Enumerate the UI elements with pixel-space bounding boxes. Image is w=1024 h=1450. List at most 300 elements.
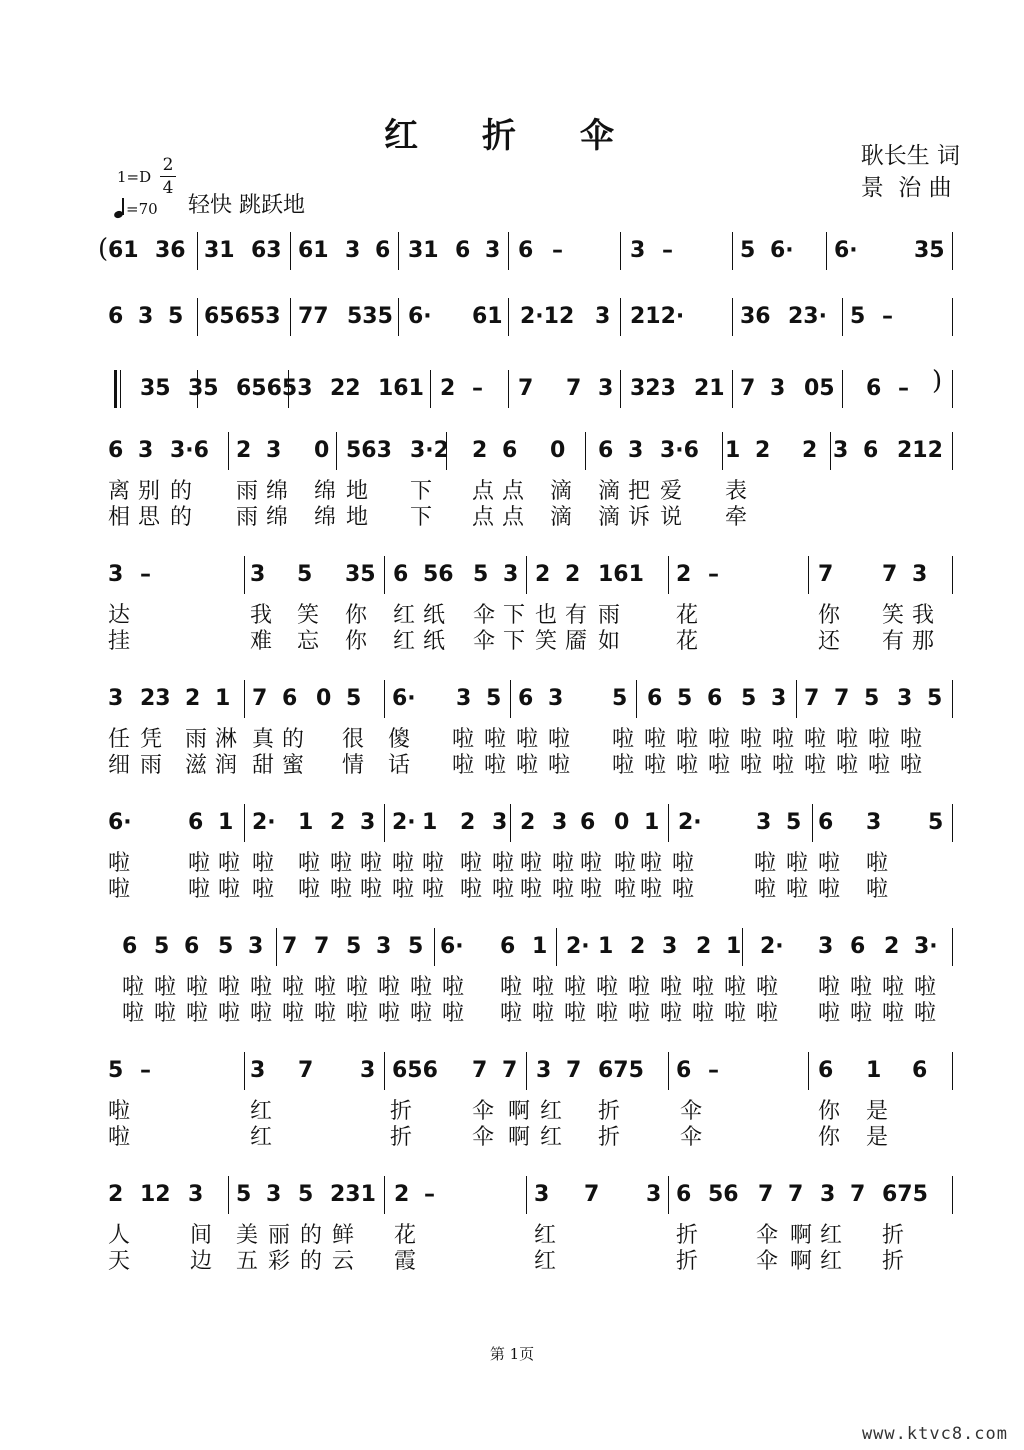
bar-line [830, 432, 831, 470]
note: 3 [770, 376, 786, 401]
note: 5 [677, 686, 693, 711]
note: – [140, 1058, 151, 1083]
bar-line [244, 1052, 245, 1090]
note: 2 [884, 934, 900, 959]
staff-system [0, 804, 1024, 848]
lyric-syllable: 如 [598, 629, 621, 654]
bar-line [952, 1052, 953, 1090]
lyric-syllable: 纸 [423, 603, 446, 628]
lyric-syllable: 啦 [914, 1001, 937, 1026]
lyric-syllable: 啦 [520, 877, 543, 902]
tempo-value: =70 [126, 200, 158, 218]
lyric-syllable: 你 [818, 603, 841, 628]
lyric-syllable: 你 [345, 603, 368, 628]
note: 6 [580, 810, 596, 835]
lyric-syllable: 啦 [644, 727, 667, 752]
lyric-syllable: 傻 [388, 727, 411, 752]
lyric-syllable: 爱 [660, 479, 683, 504]
note: 675 [598, 1058, 644, 1083]
note: – [898, 376, 909, 401]
note: 2 [460, 810, 476, 835]
note: 3·6 [170, 438, 209, 463]
lyric-syllable: 啦 [188, 851, 211, 876]
meter-top: 2 [162, 155, 174, 175]
lyric-syllable: 的 [300, 1223, 323, 1248]
lyric-syllable: 红 [534, 1223, 557, 1248]
lyric-syllable: 你 [345, 629, 368, 654]
lyric-syllable: 啦 [708, 727, 731, 752]
lyric-syllable: 我 [912, 603, 935, 628]
note: 535 [347, 304, 393, 329]
note: 35 [140, 376, 171, 401]
note: 3 [771, 686, 787, 711]
lyric-syllable: 啦 [314, 975, 337, 1000]
bar-line [510, 804, 511, 842]
bar-line [668, 1176, 669, 1214]
note: 1 [422, 810, 438, 835]
lyric-syllable: 啦 [218, 877, 241, 902]
lyric-syllable: 滴 [598, 479, 621, 504]
bar-line [244, 804, 245, 842]
note: – [140, 562, 151, 587]
note: 3 [456, 686, 472, 711]
lyric-syllable: 啦 [108, 851, 131, 876]
lyric-syllable: 啦 [676, 753, 699, 778]
lyric-syllable: 细 [108, 753, 131, 778]
lyric-syllable: 笑 [882, 603, 905, 628]
lyric-syllable: 啦 [392, 851, 415, 876]
note: 5 [741, 686, 757, 711]
lyric-syllable: 啦 [676, 727, 699, 752]
lyric-syllable: 啦 [614, 851, 637, 876]
note: 6· [408, 304, 432, 329]
note: 5 [346, 686, 362, 711]
note: 3 [266, 1182, 282, 1207]
lyric-syllable: 那 [912, 629, 935, 654]
lyric-syllable: 啦 [108, 1099, 131, 1124]
lyric-syllable: 也 [535, 603, 558, 628]
lyric-syllable: 啦 [596, 975, 619, 1000]
note: 3 [492, 810, 508, 835]
note: 1 [298, 810, 314, 835]
note: – [552, 238, 563, 263]
lyric-syllable: 甜 [252, 753, 275, 778]
note: 2· [566, 934, 590, 959]
lyric-syllable: 点 [472, 479, 495, 504]
note: 6 [108, 304, 124, 329]
note: 3 [188, 1182, 204, 1207]
lyric-syllable: 情 [342, 753, 365, 778]
lyric-syllable: 啦 [660, 1001, 683, 1026]
lyric-syllable: 有 [565, 603, 588, 628]
note: 3 [646, 1182, 662, 1207]
lyric-syllable: 纸 [423, 629, 446, 654]
note: 3 [248, 934, 264, 959]
lyric-syllable: 地 [346, 505, 369, 530]
bar-line [620, 232, 621, 270]
lyric-syllable: 啦 [360, 851, 383, 876]
lyric-syllable: 啦 [298, 851, 321, 876]
bar-line [796, 680, 797, 718]
lyric-syllable: 伞 [680, 1125, 703, 1150]
lyric-syllable: 啦 [754, 877, 777, 902]
lyric-syllable: 绵 [314, 479, 337, 504]
lyric-syllable: 啦 [756, 1001, 779, 1026]
lyric-syllable: 蜜 [282, 753, 305, 778]
bar-line [430, 370, 431, 408]
lyric-syllable: 下 [503, 629, 526, 654]
lyric-syllable: 凭 [140, 727, 163, 752]
lyric-syllable: 啦 [868, 753, 891, 778]
bar-line [290, 298, 291, 336]
note: 6· [440, 934, 464, 959]
note: 6 [866, 376, 882, 401]
bar-line [120, 370, 121, 408]
lyric-syllable: 啦 [866, 877, 889, 902]
note: 6 [184, 934, 200, 959]
bar-line [244, 680, 245, 718]
lyric-syllable: 啦 [900, 727, 923, 752]
bar-line [434, 928, 435, 966]
lyric-syllable: 啦 [740, 753, 763, 778]
lyric-syllable: 思 [138, 505, 161, 530]
repeat-start-bar [114, 370, 117, 408]
lyric-syllable: 啦 [520, 851, 543, 876]
lyric-syllable: 啦 [786, 851, 809, 876]
lyric-syllable: 啦 [548, 753, 571, 778]
lyric-syllable: 啦 [612, 753, 635, 778]
bar-line [336, 432, 337, 470]
bar-line [952, 1176, 953, 1214]
note: 7 [740, 376, 756, 401]
note: 2 [802, 438, 818, 463]
lyric-syllable: 点 [502, 505, 525, 530]
bar-line [585, 432, 586, 470]
lyric-syllable: 啦 [708, 753, 731, 778]
lyric-syllable: 啦 [484, 753, 507, 778]
staff-system [0, 556, 1024, 600]
bar-line [732, 370, 733, 408]
note: 23 [140, 686, 171, 711]
lyric-syllable: 红 [393, 603, 416, 628]
lyric-syllable: 啦 [640, 877, 663, 902]
note: 323 [630, 376, 676, 401]
lyric-syllable: 把 [628, 479, 651, 504]
time-signature [158, 154, 178, 199]
bar-line [244, 556, 245, 594]
note: 3· [914, 934, 938, 959]
note: 3 [628, 438, 644, 463]
note: 77 [298, 304, 329, 329]
staff-system [0, 680, 1024, 724]
note: 2· [678, 810, 702, 835]
lyric-syllable: 啦 [866, 851, 889, 876]
lyric-syllable: 啦 [500, 1001, 523, 1026]
lyric-syllable: 红 [540, 1125, 563, 1150]
lyric-syllable: 啦 [786, 877, 809, 902]
lyric-syllable: 花 [676, 629, 699, 654]
bar-line [526, 1052, 527, 1090]
lyric-syllable: 丽 [268, 1223, 291, 1248]
lyric-syllable: 啦 [218, 1001, 241, 1026]
note: 1 [532, 934, 548, 959]
lyric-syllable: 啦 [186, 1001, 209, 1026]
note: 7 [314, 934, 330, 959]
tempo-marking [114, 198, 158, 218]
bar-line [808, 1052, 809, 1090]
lyric-syllable: 啊 [508, 1125, 531, 1150]
lyric-syllable: 啦 [640, 851, 663, 876]
note: 3 [536, 1058, 552, 1083]
lyric-syllable: 啦 [330, 877, 353, 902]
note: 6 [707, 686, 723, 711]
lyric-syllable: 啦 [108, 877, 131, 902]
note: 563 [346, 438, 392, 463]
note: 6 [188, 810, 204, 835]
bar-line [842, 298, 843, 336]
note: 1 [215, 686, 231, 711]
bar-line [952, 370, 953, 408]
lyric-syllable: 啦 [108, 1125, 131, 1150]
note: 6 [393, 562, 409, 587]
note: – [882, 304, 893, 329]
note: 6 [518, 686, 534, 711]
lyric-syllable: 表 [725, 479, 748, 504]
bar-line [228, 432, 229, 470]
note: 56 [423, 562, 454, 587]
note: 5 [408, 934, 424, 959]
lyric-syllable: 啦 [122, 1001, 145, 1026]
lyric-syllable: 难 [250, 629, 273, 654]
note: 6 [863, 438, 879, 463]
lyric-syllable: 话 [388, 753, 411, 778]
bar-line [952, 298, 953, 336]
note: 31 [408, 238, 439, 263]
lyric-syllable: 花 [394, 1223, 417, 1248]
bar-line [952, 928, 953, 966]
note: 3 [552, 810, 568, 835]
lyric-syllable: 啦 [868, 727, 891, 752]
note: 3 [138, 438, 154, 463]
bar-line [842, 370, 843, 408]
lyric-syllable: 诉 [628, 505, 651, 530]
bar-line [808, 556, 809, 594]
note: 3 [833, 438, 849, 463]
note: 7 [282, 934, 298, 959]
lyric-syllable: 达 [108, 603, 131, 628]
note: 5 [297, 562, 313, 587]
open-parenthesis: ( [98, 234, 109, 264]
bar-line [508, 370, 509, 408]
note: 7 [502, 1058, 518, 1083]
bar-line [636, 680, 637, 718]
note: 61 [472, 304, 503, 329]
lyric-syllable: 滋 [185, 753, 208, 778]
song-title: 红 折 伞 [384, 116, 640, 156]
lyric-syllable: 滴 [550, 505, 573, 530]
note: 2 [440, 376, 456, 401]
lyric-syllable: 啦 [516, 753, 539, 778]
note: 2 [185, 686, 201, 711]
lyric-syllable: 雨 [185, 727, 208, 752]
lyric-syllable: 雨 [140, 753, 163, 778]
note: 5 [236, 1182, 252, 1207]
lyric-syllable: 啦 [460, 877, 483, 902]
bar-line [510, 680, 511, 718]
lyricist: 耿长生 词 [860, 143, 960, 169]
note: 6 [500, 934, 516, 959]
note: 1 [725, 438, 741, 463]
lyric-syllable: 下 [503, 603, 526, 628]
lyric-syllable: 啦 [188, 877, 211, 902]
lyric-syllable: 啦 [740, 727, 763, 752]
lyric-syllable: 靥 [565, 629, 588, 654]
bar-line [228, 1176, 229, 1214]
lyric-syllable: 啦 [882, 1001, 905, 1026]
lyric-syllable: 啦 [346, 1001, 369, 1026]
lyric-syllable: 相 [108, 505, 131, 530]
note: 161 [598, 562, 644, 587]
lyric-syllable: 啦 [282, 1001, 305, 1026]
note: 6· [108, 810, 132, 835]
note: 1 [644, 810, 660, 835]
lyric-syllable: 绵 [314, 505, 337, 530]
lyric-syllable: 的 [300, 1249, 323, 1274]
lyric-syllable: 边 [190, 1249, 213, 1274]
note: 7 [584, 1182, 600, 1207]
note: – [662, 238, 673, 263]
lyric-syllable: 啦 [410, 1001, 433, 1026]
lyric-syllable: 啦 [346, 975, 369, 1000]
note: 5 [218, 934, 234, 959]
note: 231 [330, 1182, 376, 1207]
lyric-syllable: 啦 [442, 975, 465, 1000]
lyric-syllable: 折 [598, 1125, 621, 1150]
staff-system [0, 232, 1024, 276]
bar-line [620, 298, 621, 336]
note: 7 [298, 1058, 314, 1083]
bar-line [398, 232, 399, 270]
lyric-syllable: 润 [215, 753, 238, 778]
note: 3 [595, 304, 611, 329]
lyric-syllable: 啦 [818, 975, 841, 1000]
lyric-syllable: 啦 [850, 1001, 873, 1026]
lyric-syllable: 绵 [266, 505, 289, 530]
note: 2· [252, 810, 276, 835]
note: 12 [140, 1182, 171, 1207]
note: 35 [345, 562, 376, 587]
note: 7 [518, 376, 534, 401]
note: 5 [108, 1058, 124, 1083]
note: 7 [788, 1182, 804, 1207]
note: 3 [250, 1058, 266, 1083]
lyric-syllable: 啦 [378, 975, 401, 1000]
note: 21 [694, 376, 725, 401]
lyric-syllable: 折 [390, 1125, 413, 1150]
bar-line [732, 298, 733, 336]
note: 3 [360, 1058, 376, 1083]
bar-line [384, 556, 385, 594]
lyric-syllable: 滴 [550, 479, 573, 504]
lyric-syllable: 的 [282, 727, 305, 752]
note: 3 [108, 562, 124, 587]
lyric-syllable: 啦 [914, 975, 937, 1000]
bar-line [384, 1052, 385, 1090]
lyric-syllable: 啦 [552, 851, 575, 876]
bar-line [742, 928, 743, 966]
lyric-syllable: 红 [820, 1223, 843, 1248]
note: 2 [535, 562, 551, 587]
staff-system [0, 432, 1024, 476]
lyric-syllable: 五 [236, 1249, 259, 1274]
lyric-syllable: 啦 [252, 877, 275, 902]
lyric-syllable: 啊 [790, 1223, 813, 1248]
lyric-syllable: 红 [393, 629, 416, 654]
note: 3 [820, 1182, 836, 1207]
lyric-syllable: 啦 [452, 753, 475, 778]
lyric-syllable: 雨 [598, 603, 621, 628]
note: 61 [108, 238, 139, 263]
lyric-syllable: 有 [882, 629, 905, 654]
note: 1 [866, 1058, 882, 1083]
lyric-syllable: 啦 [360, 877, 383, 902]
lyric-syllable: 牵 [725, 505, 748, 530]
note: 7 [818, 562, 834, 587]
lyric-syllable: 啦 [460, 851, 483, 876]
lyric-syllable: 啦 [442, 1001, 465, 1026]
lyric-syllable: 滴 [598, 505, 621, 530]
bar-line [508, 232, 509, 270]
lyric-syllable: 啦 [218, 851, 241, 876]
lyric-syllable: 点 [502, 479, 525, 504]
lyric-syllable: 啦 [850, 975, 873, 1000]
lyric-syllable: 啦 [692, 975, 715, 1000]
lyric-syllable: 啦 [552, 877, 575, 902]
lyric-syllable: 下 [410, 479, 433, 504]
bar-line [197, 232, 198, 270]
staff-system [0, 1052, 1024, 1096]
note: 3 [266, 438, 282, 463]
lyric-syllable: 啦 [836, 727, 859, 752]
note: 3 [630, 238, 646, 263]
note: 6 [818, 810, 834, 835]
lyric-syllable: 啦 [672, 877, 695, 902]
note: 3 [662, 934, 678, 959]
note: 7 [834, 686, 850, 711]
lyric-syllable: 红 [250, 1099, 273, 1124]
note: 2 [472, 438, 488, 463]
lyric-syllable: 啦 [330, 851, 353, 876]
note: 6· [770, 238, 794, 263]
lyric-syllable: 伞 [472, 1099, 495, 1124]
note: 675 [882, 1182, 928, 1207]
note: 6 [647, 686, 663, 711]
lyric-syllable: 间 [190, 1223, 213, 1248]
note: 7 [850, 1182, 866, 1207]
lyric-syllable: 啦 [564, 1001, 587, 1026]
note: 05 [804, 376, 835, 401]
note: 3 [912, 562, 928, 587]
lyric-syllable: 的 [170, 505, 193, 530]
bar-line [668, 1052, 669, 1090]
staff-system [0, 928, 1024, 972]
lyric-syllable: 离 [108, 479, 131, 504]
note: 7 [566, 376, 582, 401]
note: 6 [676, 1182, 692, 1207]
note: 2·12 [520, 304, 575, 329]
bar-line [384, 680, 385, 718]
note: 1 [218, 810, 234, 835]
